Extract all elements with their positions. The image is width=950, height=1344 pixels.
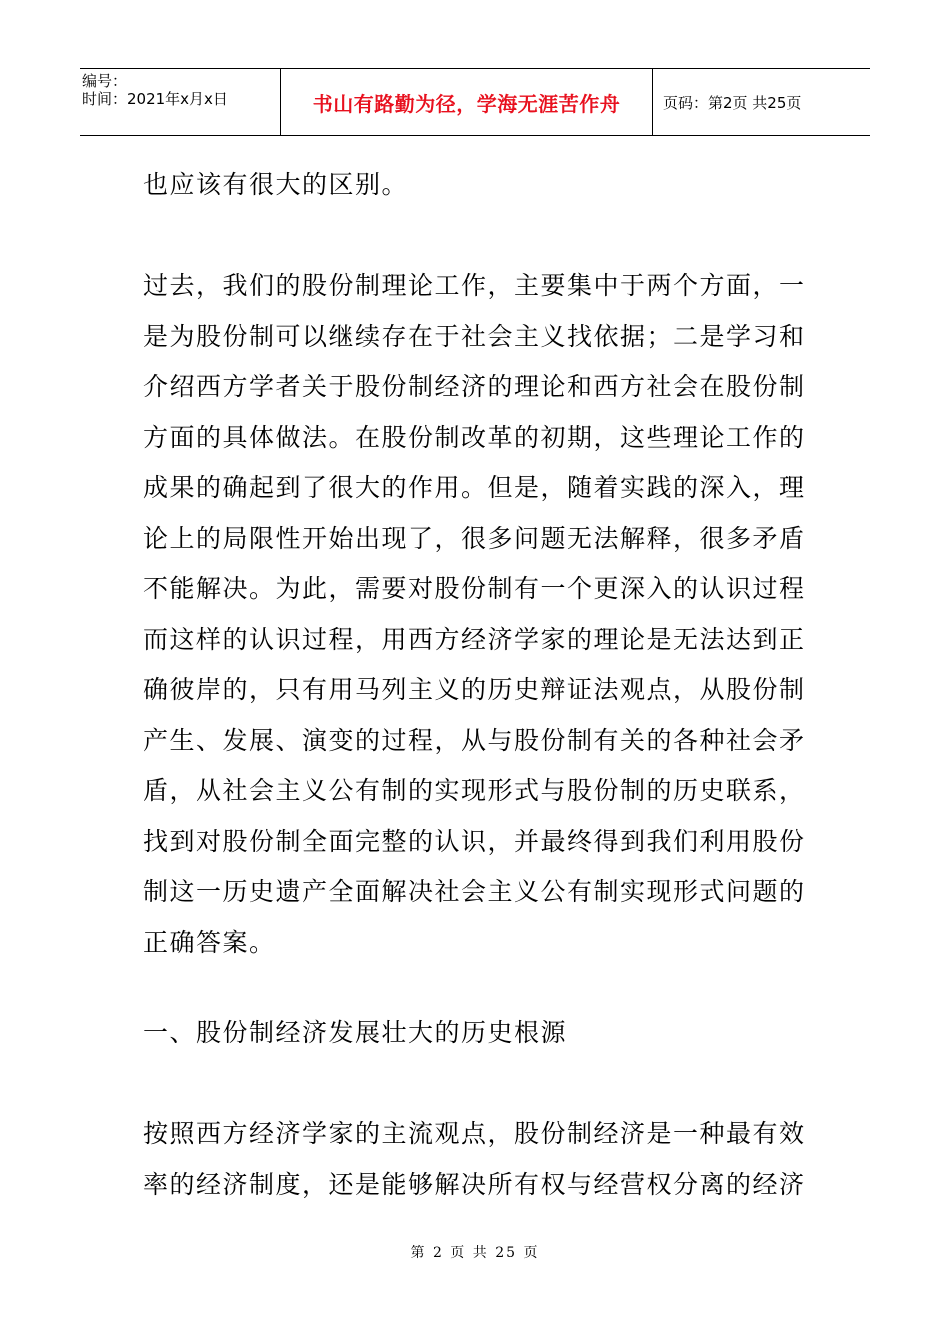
header-motto: 书山有路勤为径，学海无涯苦作舟 (312, 91, 621, 116)
text-line: 找到对股份制全面完整的认识，并最终得到我们利用股份 (143, 826, 806, 856)
section-heading (143, 1008, 823, 1059)
paragraph-continuation (143, 160, 823, 211)
text-line: 成果的确起到了很大的作用。但是，随着实践的深入，理 (143, 473, 806, 502)
header-page-cell (653, 69, 870, 135)
text-line: 而这样的认识过程，用西方经济学家的理论是无法达到正 (143, 624, 806, 654)
header-meta-cell (80, 69, 281, 135)
text-line: 按照西方经济学家的主流观点，股份制经济是一种最有效 (143, 1119, 806, 1148)
text-line: 介绍西方学者关于股份制经济的理论和西方社会在股份制 (143, 372, 806, 401)
document-header (80, 68, 870, 136)
text-line: 正确答案。 (143, 927, 276, 957)
text-line: 论上的局限性开始出现了，很多问题无法解释，很多矛盾 (143, 523, 806, 553)
text-line: 率的经济制度，还是能够解决所有权与经营权分离的经济 (143, 1169, 806, 1199)
page-footer: 第 2 页 共 25 页 (410, 1245, 540, 1261)
text-line: 产生、发展、演变的过程，从与股份制有关的各种社会矛 (143, 725, 806, 755)
document-time-label: 时间：2021年x月x日 (82, 90, 228, 108)
text-line: 确彼岸的，只有用马列主义的历史辩证法观点，从股份制 (143, 675, 806, 704)
text-line: 也应该有很大的区别。 (143, 170, 409, 199)
document-number-label: 编号： (82, 72, 128, 90)
text-line: 盾，从社会主义公有制的实现形式与股份制的历史联系， (143, 776, 806, 805)
text-line: 不能解决。为此，需要对股份制有一个更深入的认识过程 (143, 574, 806, 603)
paragraph-theory-work (143, 261, 823, 968)
header-motto-cell (281, 69, 653, 135)
paragraph-western-view (143, 1109, 823, 1210)
text-line: 方面的具体做法。在股份制改革的初期，这些理论工作的 (143, 422, 806, 452)
header-page-code: 页码：第2页 共25页 (663, 93, 802, 112)
text-line: 过去，我们的股份制理论工作，主要集中于两个方面，一 (143, 271, 806, 300)
heading-line: 一、股份制经济发展壮大的历史根源 (143, 1018, 568, 1047)
text-line: 制这一历史遗产全面解决社会主义公有制实现形式问题的 (143, 877, 806, 906)
text-line: 是为股份制可以继续存在于社会主义找依据；二是学习和 (143, 321, 806, 351)
